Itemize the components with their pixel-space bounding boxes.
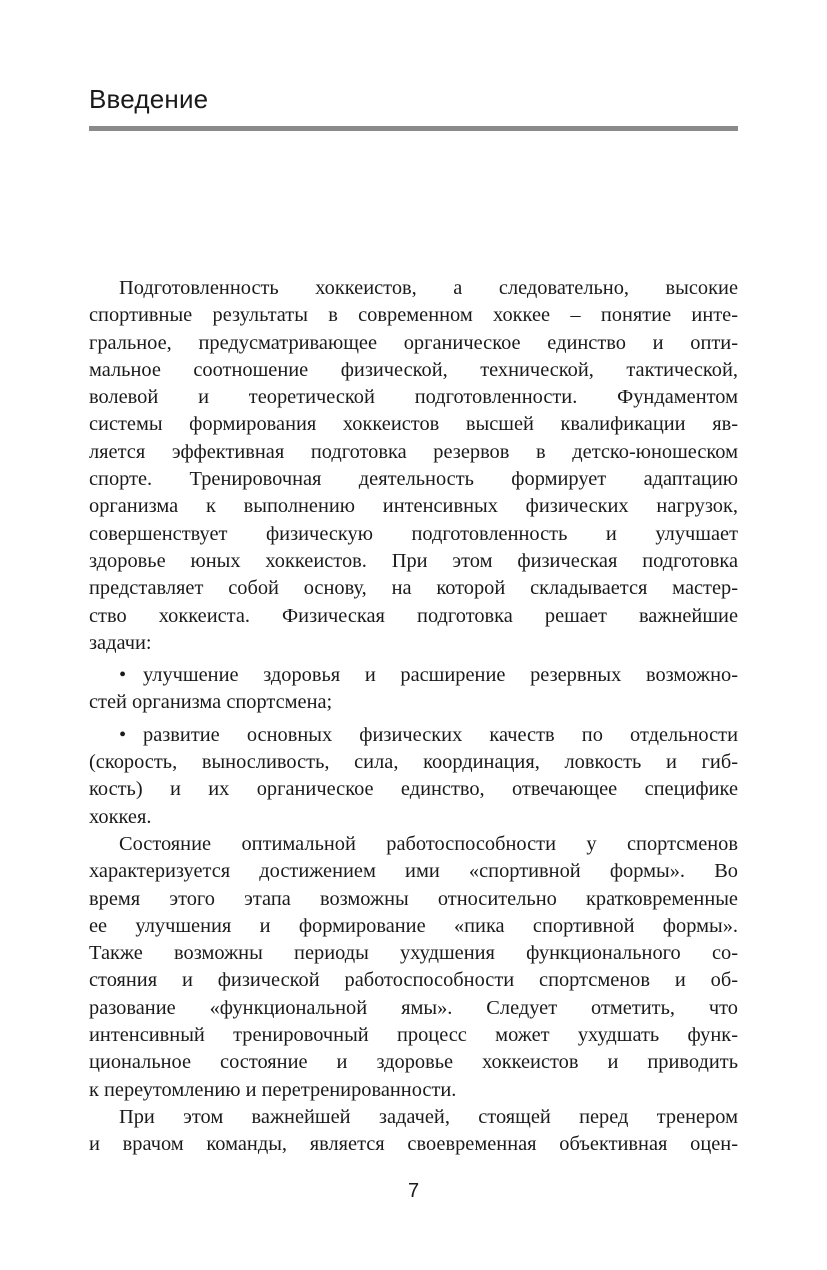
text-line: спорте. Тренировочная деятельность формирует адаптацию — [89, 468, 738, 491]
text-line: ство хоккеиста. Физическая подготовка решает важнейшие — [89, 604, 738, 627]
bullet-line — [89, 662, 738, 689]
text-line: и врачом команды, является своевременная объективная оцен- — [89, 1133, 738, 1156]
bullet-item — [89, 722, 738, 831]
paragraph-coach-task — [89, 1104, 738, 1159]
text-line: Также возможны периоды ухудшения функционального со- — [89, 942, 738, 965]
body-text — [89, 275, 738, 1159]
text-line: совершенствует физическую подготовленность и улучшает — [89, 522, 738, 545]
text-line: Подготовленность хоккеистов, а следовательно, высокие — [119, 277, 738, 299]
paragraph-sport-form — [89, 831, 738, 1104]
text-line: ляется эффективная подготовка резервов в детско-юношеском — [89, 440, 738, 463]
bullet-item — [89, 662, 738, 717]
chapter-title: Введение — [89, 84, 209, 114]
text-line: здоровье юных хоккеистов. При этом физическая подготовка — [89, 549, 738, 572]
bullet-icon: • — [119, 723, 127, 746]
text-line: характеризуется достижением ими «спортивной формы». Во — [89, 860, 738, 883]
text-line: При этом важнейшей задачей, стоящей перед тренером — [119, 1105, 738, 1128]
text-line: волевой и теоретической подготовленности. Фундаментом — [89, 386, 738, 409]
text-line: гральное, предусматривающее органическое единство и опти- — [89, 331, 738, 354]
text-line: улучшение здоровья и расширение резервных возможно- — [143, 664, 738, 687]
title-underline-rule — [89, 126, 738, 131]
text-line: системы формирования хоккеистов высшей квалификации яв- — [89, 413, 738, 436]
text-line: задачи: — [89, 631, 152, 654]
bullet-icon: • — [119, 664, 127, 687]
text-line: Состояние оптимальной работоспособности у спортсменов — [119, 832, 738, 855]
text-line: организма к выполнению интенсивных физических нагрузок, — [89, 495, 738, 518]
text-line: разование «функциональной ямы». Следует отметить, что — [89, 996, 738, 1019]
text-line: развитие основных физических качеств по отдельности — [143, 723, 738, 746]
page-number: 7 — [407, 1180, 420, 1202]
text-line: к переутомлению и перетренированности. — [89, 1078, 457, 1101]
text-line: интенсивный тренировочный процесс может ухудшать функ- — [89, 1024, 738, 1047]
text-line: кость) и их органическое единство, отвечающее специфике — [89, 778, 738, 801]
text-line: время этого этапа возможны относительно кратковременные — [89, 887, 738, 910]
text-line: хоккея. — [89, 805, 152, 828]
bullet-line — [89, 722, 738, 749]
text-line: циональное состояние и здоровье хоккеистов и приводить — [89, 1051, 738, 1074]
text-line: спортивные результаты в современном хоккее – понятие инте- — [89, 304, 738, 327]
paragraph-intro — [89, 275, 738, 657]
text-line: мальное соотношение физической, технической, тактической, — [89, 358, 738, 381]
text-line: (скорость, выносливость, сила, координация, ловкость и гиб- — [89, 751, 738, 774]
text-line: ее улучшения и формирование «пика спортивной формы». — [89, 914, 738, 937]
text-line: представляет собой основу, на которой складывается мастер- — [89, 577, 738, 600]
text-line: стояния и физической работоспособности спортсменов и об- — [89, 969, 738, 992]
text-line: стей организма спортсмена; — [89, 691, 333, 714]
